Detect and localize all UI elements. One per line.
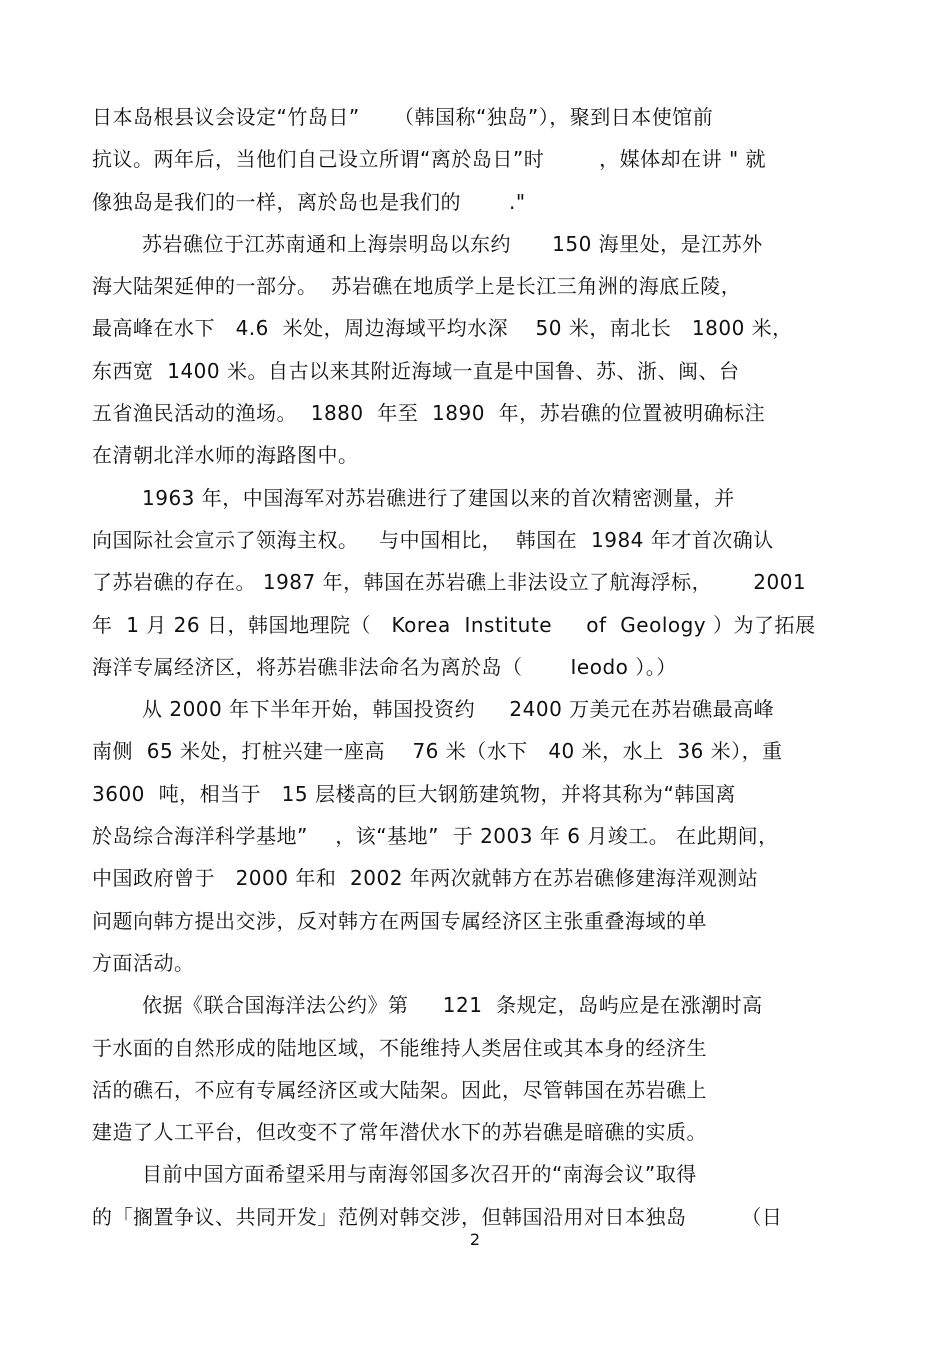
- text-line: 问题向韩方提出交涉，反对韩方在两国专属经济区主张重叠海域的单: [92, 908, 707, 933]
- paragraph-start-line: 依据《联合国海洋法公约》第 121 条规定，岛屿应是在涨潮时高: [142, 993, 763, 1018]
- text-line: 建造了人工平台，但改变不了常年潜伏水下的苏岩礁是暗礁的实质。: [92, 1120, 707, 1145]
- text-line: 于水面的自然形成的陆地区域，不能维持人类居住或其本身的经济生: [92, 1035, 707, 1060]
- text-line: 最高峰在水下 4.6 米处，周边海域平均水深 50 米，南北长 1800 米，: [92, 316, 793, 341]
- text-line: 方面活动。: [92, 950, 195, 975]
- text-line: 了苏岩礁的存在。 1987 年，韩国在苏岩礁上非法设立了航海浮标， 2001: [92, 570, 807, 595]
- text-line: 在清朝北洋水师的海路图中。: [92, 443, 359, 468]
- paragraph-start-line: 1963 年，中国海军对苏岩礁进行了建国以来的首次精密测量，并: [142, 485, 735, 510]
- page-number: 2: [469, 1230, 481, 1249]
- paragraph-start-line: 目前中国方面希望采用与南海邻国多次召开的“南海会议”取得: [142, 1162, 697, 1187]
- text-line: 年 1 月 26 日，韩国地理院（ Korea Institute of Geology ）为了拓展: [92, 612, 816, 637]
- text-line: 五省渔民活动的渔场。 1880 年至 1890 年，苏岩礁的位置被明确标注: [92, 401, 766, 426]
- paragraph-start-line: 苏岩礁位于江苏南通和上海崇明岛以东约 150 海里处，是江苏外: [142, 231, 763, 256]
- text-line: 3600 吨，相当于 15 层楼高的巨大钢筋建筑物，并将其称为“韩国离: [92, 781, 736, 806]
- text-line: 於岛综合海洋科学基地” ，该“基地” 于 2003 年 6 月竣工。 在此期间，: [92, 824, 779, 849]
- text-line: 的「搁置争议、共同开发」范例对韩交涉，但韩国沿用对日本独岛 （日: [92, 1204, 783, 1229]
- body-text: [92, 96, 862, 1238]
- text-line: 抗议。两年后，当他们自己设立所谓“离於岛日”时 ，媒体却在讲 " 就: [92, 147, 766, 172]
- text-line: 南侧 65 米处，打桩兴建一座高 76 米（水下 40 米，水上 36 米），重: [92, 739, 783, 764]
- text-line: 向国际社会宣示了领海主权。 与中国相比， 韩国在 1984 年才首次确认: [92, 527, 774, 552]
- text-line: 海洋专属经济区，将苏岩礁非法命名为离於岛（ Ieodo ）。）: [92, 654, 677, 679]
- paragraph-start-line: 从 2000 年下半年开始，韩国投资约 2400 万美元在苏岩礁最高峰: [142, 697, 775, 722]
- text-line: 海大陆架延伸的一部分。 苏岩礁在地质学上是长江三角洲的海底丘陵，: [92, 274, 742, 299]
- text-line: 日本岛根县议会设定“竹岛日” （韩国称“独岛”），聚到日本使馆前: [92, 105, 714, 129]
- text-line: 像独岛是我们的一样，离於岛也是我们的 .": [92, 189, 526, 214]
- text-line: 活的礁石，不应有专属经济区或大陆架。因此，尽管韩国在苏岩礁上: [92, 1077, 707, 1102]
- text-line: 东西宽 1400 米。自古以来其附近海域一直是中国鲁、苏、浙、闽、台: [92, 358, 740, 383]
- text-line: 中国政府曾于 2000 年和 2002 年两次就韩方在苏岩礁修建海洋观测站: [92, 866, 759, 891]
